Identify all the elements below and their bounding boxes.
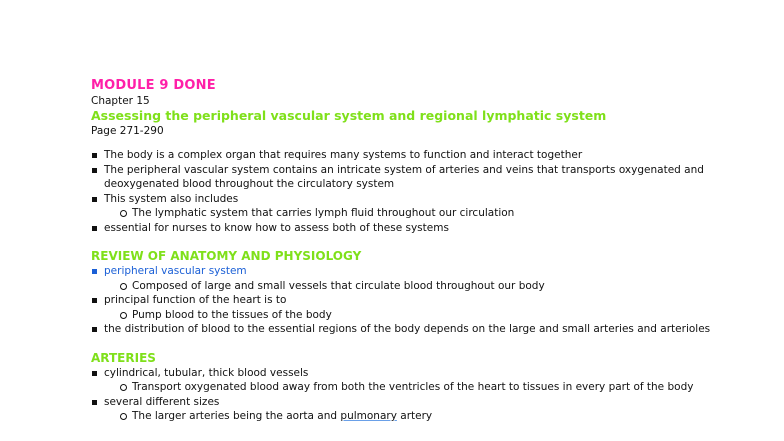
list-item-text-end: artery (400, 410, 433, 422)
list-item-text: The peripheral vascular system contains an intricate system of arteries and veins that transports oxygenated and (104, 163, 704, 176)
list-item: essential for nurses to know how to assess both of these systems (91, 221, 771, 236)
page-range: Page 271-290 (91, 125, 164, 137)
list-item: the distribution of blood to the essential regions of the body depends on the large and small arteries and arterioles (91, 322, 771, 337)
sub-list-item: The lymphatic system that carries lymph fluid throughout our circulation (91, 206, 771, 221)
list-item: cylindrical, tubular, thick blood vessels (91, 366, 771, 381)
list-item: several different sizes (91, 395, 771, 410)
section-heading-review: REVIEW OF ANATOMY AND PHYSIOLOGY (91, 249, 362, 263)
list-item-text-continued: deoxygenated blood throughout the circulatory system (104, 178, 395, 190)
list-item: principal function of the heart is to (91, 293, 771, 308)
chapter-label: Chapter 15 (91, 95, 150, 107)
pulmonary-word: pulmonary (340, 410, 397, 422)
list-item-text: The larger arteries being the aorta and (132, 410, 338, 422)
intro-list (91, 148, 771, 235)
sub-list-item: Composed of large and small vessels that circulate blood throughout our body (91, 279, 771, 294)
list-item (91, 163, 771, 192)
review-list (91, 264, 771, 337)
list-item: peripheral vascular system (91, 264, 771, 279)
arteries-list (91, 366, 771, 424)
module-title: MODULE 9 DONE (91, 78, 216, 93)
sub-list-item (91, 409, 771, 424)
list-item: This system also includes (91, 192, 771, 207)
document-page (91, 78, 771, 424)
sub-list-item: Transport oxygenated blood away from both the ventricles of the heart to tissues in every part of the body (91, 380, 771, 395)
section-heading-arteries: ARTERIES (91, 350, 156, 365)
topic-title: Assessing the peripheral vascular system and regional lymphatic system (91, 108, 607, 123)
list-item: The body is a complex organ that requires many systems to function and interact together (91, 148, 771, 163)
sub-list-item: Pump blood to the tissues of the body (91, 308, 771, 323)
